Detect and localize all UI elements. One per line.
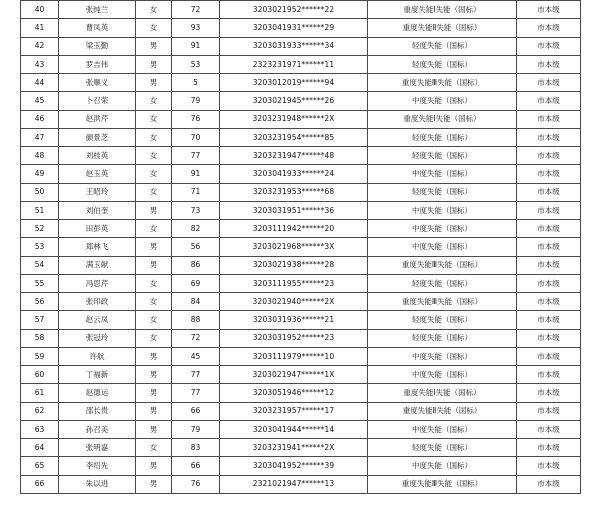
jurisdiction-cell: 市本级 — [517, 439, 581, 457]
name-cell: 朱以进 — [59, 475, 136, 493]
name-cell: 赵玉英 — [59, 165, 136, 183]
id-number-cell: 3203031952******23 — [220, 329, 368, 347]
table-row — [21, 55, 581, 73]
table-row — [21, 1, 581, 19]
sex-cell: 女 — [136, 311, 172, 329]
id-number-cell: 3203021940******2X — [220, 293, 368, 311]
row-number-cell: 42 — [21, 37, 59, 55]
jurisdiction-cell: 市本级 — [517, 402, 581, 420]
id-number-cell: 3203021947******1X — [220, 366, 368, 384]
jurisdiction-cell: 市本级 — [517, 147, 581, 165]
age-cell: 91 — [172, 37, 220, 55]
age-cell: 73 — [172, 201, 220, 219]
name-cell: 张印政 — [59, 293, 136, 311]
name-cell: 丁福新 — [59, 366, 136, 384]
age-cell: 70 — [172, 128, 220, 146]
disability-level-cell: 轻度失能（国标） — [368, 37, 517, 55]
disability-level-cell: 中度失能（国标） — [368, 92, 517, 110]
jurisdiction-cell: 市本级 — [517, 92, 581, 110]
sex-cell: 女 — [136, 183, 172, 201]
sex-cell: 男 — [136, 37, 172, 55]
age-cell: 76 — [172, 475, 220, 493]
sex-cell: 男 — [136, 366, 172, 384]
table-row — [21, 220, 581, 238]
jurisdiction-cell: 市本级 — [517, 457, 581, 475]
sex-cell: 男 — [136, 74, 172, 92]
id-number-cell: 3203041931******29 — [220, 19, 368, 37]
disability-level-cell: 轻度失能（国标） — [368, 147, 517, 165]
age-cell: 5 — [172, 74, 220, 92]
jurisdiction-cell: 市本级 — [517, 347, 581, 365]
age-cell: 66 — [172, 457, 220, 475]
table-row — [21, 92, 581, 110]
row-number-cell: 45 — [21, 92, 59, 110]
name-cell: 梁玉勤 — [59, 37, 136, 55]
sex-cell: 女 — [136, 220, 172, 238]
row-number-cell: 43 — [21, 55, 59, 73]
age-cell: 56 — [172, 238, 220, 256]
id-number-cell: 3203111942******20 — [220, 220, 368, 238]
age-cell: 77 — [172, 384, 220, 402]
name-cell: 许航 — [59, 347, 136, 365]
age-cell: 91 — [172, 165, 220, 183]
id-number-cell: 3203012019******94 — [220, 74, 368, 92]
disability-level-cell: 轻度失能（国标） — [368, 439, 517, 457]
table-row — [21, 366, 581, 384]
jurisdiction-cell: 市本级 — [517, 37, 581, 55]
sex-cell: 女 — [136, 110, 172, 128]
age-cell: 88 — [172, 311, 220, 329]
table-row — [21, 110, 581, 128]
jurisdiction-cell: 市本级 — [517, 420, 581, 438]
table-row — [21, 37, 581, 55]
jurisdiction-cell: 市本级 — [517, 74, 581, 92]
row-number-cell: 59 — [21, 347, 59, 365]
name-cell: 卜召荣 — [59, 92, 136, 110]
sex-cell: 女 — [136, 19, 172, 37]
disability-level-cell: 重度失能Ⅰ失能（国标） — [368, 110, 517, 128]
jurisdiction-cell: 市本级 — [517, 220, 581, 238]
name-cell: 刘伯奎 — [59, 201, 136, 219]
jurisdiction-cell: 市本级 — [517, 165, 581, 183]
jurisdiction-cell: 市本级 — [517, 274, 581, 292]
jurisdiction-cell: 市本级 — [517, 293, 581, 311]
sex-cell: 女 — [136, 165, 172, 183]
name-cell: 郑林飞 — [59, 238, 136, 256]
disability-level-cell: 中度失能（国标） — [368, 238, 517, 256]
age-cell: 84 — [172, 293, 220, 311]
id-number-cell: 3203031936******21 — [220, 311, 368, 329]
name-cell: 赵云凤 — [59, 311, 136, 329]
name-cell: 张明嘉 — [59, 439, 136, 457]
id-number-cell: 3203031951******36 — [220, 201, 368, 219]
name-cell: 赵洪芹 — [59, 110, 136, 128]
id-number-cell: 3203051946******12 — [220, 384, 368, 402]
row-number-cell: 66 — [21, 475, 59, 493]
table-row — [21, 256, 581, 274]
row-number-cell: 57 — [21, 311, 59, 329]
row-number-cell: 63 — [21, 420, 59, 438]
age-cell: 93 — [172, 19, 220, 37]
table-row — [21, 128, 581, 146]
id-number-cell: 3203231947******48 — [220, 147, 368, 165]
disability-level-cell: 中度失能（国标） — [368, 457, 517, 475]
jurisdiction-cell: 市本级 — [517, 128, 581, 146]
name-cell: 冯思芹 — [59, 274, 136, 292]
age-cell: 77 — [172, 147, 220, 165]
sex-cell: 女 — [136, 293, 172, 311]
disability-level-cell: 重度失能Ⅲ失能（国标） — [368, 74, 517, 92]
row-number-cell: 47 — [21, 128, 59, 146]
disability-level-cell: 中度失能（国标） — [368, 201, 517, 219]
disability-level-cell: 重度失能Ⅲ失能（国标） — [368, 256, 517, 274]
care-recipient-table — [20, 0, 581, 494]
name-cell: 田彭英 — [59, 220, 136, 238]
disability-level-cell: 轻度失能（国标） — [368, 311, 517, 329]
jurisdiction-cell: 市本级 — [517, 1, 581, 19]
id-number-cell: 3203021938******28 — [220, 256, 368, 274]
table-row — [21, 201, 581, 219]
disability-level-cell: 轻度失能（国标） — [368, 55, 517, 73]
age-cell: 76 — [172, 110, 220, 128]
id-number-cell: 3203111979******10 — [220, 347, 368, 365]
age-cell: 79 — [172, 92, 220, 110]
age-cell: 86 — [172, 256, 220, 274]
name-cell: 赵德运 — [59, 384, 136, 402]
id-number-cell: 3203111955******23 — [220, 274, 368, 292]
jurisdiction-cell: 市本级 — [517, 384, 581, 402]
table-row — [21, 457, 581, 475]
disability-level-cell: 中度失能（国标） — [368, 165, 517, 183]
id-number-cell: 3203021945******26 — [220, 92, 368, 110]
name-cell: 王昭玲 — [59, 183, 136, 201]
id-number-cell: 3203041933******24 — [220, 165, 368, 183]
table-row — [21, 147, 581, 165]
disability-level-cell: 中度失能（国标） — [368, 220, 517, 238]
table-body — [21, 1, 581, 494]
table-row — [21, 74, 581, 92]
row-number-cell: 56 — [21, 293, 59, 311]
table-row — [21, 293, 581, 311]
jurisdiction-cell: 市本级 — [517, 19, 581, 37]
disability-level-cell: 重度失能Ⅲ失能（国标） — [368, 293, 517, 311]
age-cell: 69 — [172, 274, 220, 292]
document-sheet — [20, 0, 580, 494]
name-cell: 罗吉伟 — [59, 55, 136, 73]
table-row — [21, 329, 581, 347]
sex-cell: 男 — [136, 201, 172, 219]
row-number-cell: 55 — [21, 274, 59, 292]
row-number-cell: 64 — [21, 439, 59, 457]
id-number-cell: 3203231954******85 — [220, 128, 368, 146]
sex-cell: 女 — [136, 1, 172, 19]
disability-level-cell: 中度失能（国标） — [368, 420, 517, 438]
table-row — [21, 183, 581, 201]
name-cell: 孙召美 — [59, 420, 136, 438]
row-number-cell: 58 — [21, 329, 59, 347]
name-cell: 邵长贵 — [59, 402, 136, 420]
name-cell: 李绍先 — [59, 457, 136, 475]
age-cell: 71 — [172, 183, 220, 201]
name-cell: 张顺义 — [59, 74, 136, 92]
jurisdiction-cell: 市本级 — [517, 55, 581, 73]
age-cell: 72 — [172, 1, 220, 19]
jurisdiction-cell: 市本级 — [517, 311, 581, 329]
sex-cell: 女 — [136, 329, 172, 347]
row-number-cell: 65 — [21, 457, 59, 475]
id-number-cell: 3203231948******2X — [220, 110, 368, 128]
name-cell: 刘桂英 — [59, 147, 136, 165]
row-number-cell: 50 — [21, 183, 59, 201]
row-number-cell: 44 — [21, 74, 59, 92]
sex-cell: 男 — [136, 384, 172, 402]
name-cell: 曹凤英 — [59, 19, 136, 37]
sex-cell: 女 — [136, 439, 172, 457]
age-cell: 53 — [172, 55, 220, 73]
id-number-cell: 2321021947******13 — [220, 475, 368, 493]
sex-cell: 男 — [136, 347, 172, 365]
row-number-cell: 51 — [21, 201, 59, 219]
disability-level-cell: 轻度失能（国标） — [368, 183, 517, 201]
name-cell: 满玉献 — [59, 256, 136, 274]
row-number-cell: 53 — [21, 238, 59, 256]
id-number-cell: 3203231957******17 — [220, 402, 368, 420]
sex-cell: 男 — [136, 420, 172, 438]
sex-cell: 男 — [136, 238, 172, 256]
table-row — [21, 439, 581, 457]
table-row — [21, 347, 581, 365]
disability-level-cell: 重度失能Ⅱ失能（国标） — [368, 402, 517, 420]
name-cell: 张冠玲 — [59, 329, 136, 347]
table-row — [21, 475, 581, 493]
id-number-cell: 3203231941******2X — [220, 439, 368, 457]
disability-level-cell: 重度失能Ⅰ失能（国标） — [368, 1, 517, 19]
disability-level-cell: 轻度失能（国标） — [368, 329, 517, 347]
disability-level-cell: 重度失能Ⅲ失能（国标） — [368, 475, 517, 493]
disability-level-cell: 中度失能（国标） — [368, 366, 517, 384]
sex-cell: 女 — [136, 128, 172, 146]
id-number-cell: 3203031933******34 — [220, 37, 368, 55]
table-row — [21, 402, 581, 420]
disability-level-cell: 重度失能Ⅰ失能（国标） — [368, 384, 517, 402]
row-number-cell: 41 — [21, 19, 59, 37]
disability-level-cell: 中度失能（国标） — [368, 347, 517, 365]
sex-cell: 男 — [136, 256, 172, 274]
sex-cell: 男 — [136, 402, 172, 420]
jurisdiction-cell: 市本级 — [517, 256, 581, 274]
row-number-cell: 61 — [21, 384, 59, 402]
row-number-cell: 52 — [21, 220, 59, 238]
table-row — [21, 274, 581, 292]
id-number-cell: 3203041952******39 — [220, 457, 368, 475]
table-row — [21, 238, 581, 256]
row-number-cell: 54 — [21, 256, 59, 274]
jurisdiction-cell: 市本级 — [517, 110, 581, 128]
id-number-cell: 3203021968******3X — [220, 238, 368, 256]
id-number-cell: 3203021952******22 — [220, 1, 368, 19]
table-row — [21, 19, 581, 37]
table-row — [21, 165, 581, 183]
sex-cell: 女 — [136, 92, 172, 110]
jurisdiction-cell: 市本级 — [517, 366, 581, 384]
age-cell: 77 — [172, 366, 220, 384]
disability-level-cell: 重度失能Ⅱ失能（国标） — [368, 19, 517, 37]
age-cell: 72 — [172, 329, 220, 347]
age-cell: 82 — [172, 220, 220, 238]
row-number-cell: 62 — [21, 402, 59, 420]
jurisdiction-cell: 市本级 — [517, 201, 581, 219]
id-number-cell: 3203231953******68 — [220, 183, 368, 201]
sex-cell: 男 — [136, 475, 172, 493]
table-row — [21, 311, 581, 329]
id-number-cell: 3203041944******14 — [220, 420, 368, 438]
disability-level-cell: 轻度失能（国标） — [368, 128, 517, 146]
jurisdiction-cell: 市本级 — [517, 329, 581, 347]
table-row — [21, 384, 581, 402]
name-cell: 颜景芝 — [59, 128, 136, 146]
jurisdiction-cell: 市本级 — [517, 183, 581, 201]
age-cell: 83 — [172, 439, 220, 457]
table-row — [21, 420, 581, 438]
name-cell: 张纯兰 — [59, 1, 136, 19]
row-number-cell: 40 — [21, 1, 59, 19]
row-number-cell: 49 — [21, 165, 59, 183]
row-number-cell: 60 — [21, 366, 59, 384]
sex-cell: 男 — [136, 55, 172, 73]
sex-cell: 女 — [136, 147, 172, 165]
disability-level-cell: 轻度失能（国标） — [368, 274, 517, 292]
jurisdiction-cell: 市本级 — [517, 475, 581, 493]
sex-cell: 男 — [136, 457, 172, 475]
jurisdiction-cell: 市本级 — [517, 238, 581, 256]
id-number-cell: 2323231971******11 — [220, 55, 368, 73]
age-cell: 79 — [172, 420, 220, 438]
age-cell: 66 — [172, 402, 220, 420]
row-number-cell: 46 — [21, 110, 59, 128]
row-number-cell: 48 — [21, 147, 59, 165]
sex-cell: 女 — [136, 274, 172, 292]
age-cell: 45 — [172, 347, 220, 365]
